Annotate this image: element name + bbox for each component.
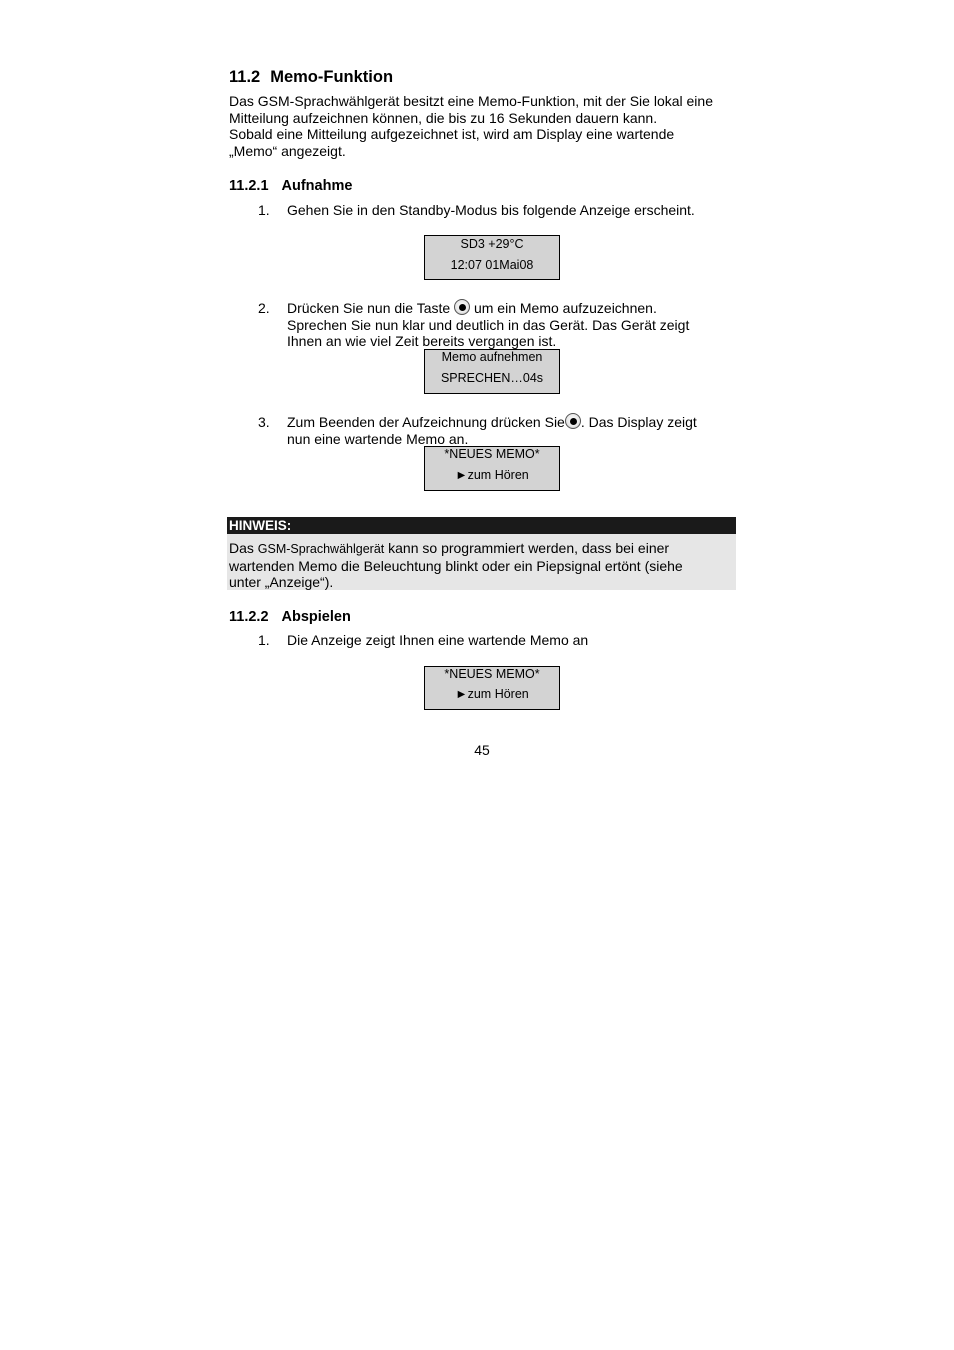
section-heading (229, 68, 393, 87)
intro-line: Sobald eine Mitteilung aufgezeichnet ist, wird am Display eine wartende (229, 126, 675, 142)
step-text: um ein Memo aufzuzeichnen. (470, 300, 657, 316)
step-number: 1. (258, 202, 270, 218)
step-text: Ihnen an wie viel Zeit bereits vergangen ist. (287, 333, 557, 349)
lcd-line-2: ►zum Hören (455, 468, 529, 482)
subsection-title: Aufnahme (281, 178, 353, 194)
record-button-icon (454, 299, 470, 315)
subsection-heading-aufnahme (229, 178, 352, 194)
hinweis-text-part: Das (229, 540, 258, 556)
intro-line: „Memo“ angezeigt. (229, 142, 346, 159)
subsection-title: Abspielen (281, 609, 351, 625)
record-button-icon (565, 413, 581, 429)
lcd-display-recording (424, 349, 560, 394)
lcd-display-standby (424, 235, 560, 280)
step-text: Drücken Sie nun die Taste (287, 300, 455, 316)
step-1-aufnahme (258, 202, 695, 219)
subsection-heading-abspielen (229, 609, 351, 625)
page-number: 45 (474, 742, 490, 758)
lcd-line-1: *NEUES MEMO* (444, 447, 540, 461)
hinweis-text (229, 540, 683, 591)
step-text: Sprechen Sie nun klar und deutlich in das Gerät. Das Gerät zeigt (287, 316, 690, 333)
lcd-line-1: Memo aufnehmen (441, 350, 543, 364)
lcd-line-1: SD3 +29°C (460, 237, 524, 251)
step-2-aufnahme (258, 299, 689, 350)
step-text: Die Anzeige zeigt Ihnen eine wartende Memo an (287, 632, 589, 648)
step-text: . Das Display zeigt (580, 414, 697, 430)
intro-line: Mitteilung aufzeichnen können, die bis zu 16 Sekunden dauern kann. (229, 109, 658, 126)
lcd-display-new-memo (424, 446, 560, 491)
hinweis-line: unter „Anzeige“). (229, 574, 334, 590)
section-number: 11.2 (229, 68, 261, 86)
subsection-number: 11.2.1 (229, 178, 269, 194)
hinweis-box (227, 534, 736, 590)
lcd-line-2: 12:07 01Mai08 (450, 258, 534, 272)
step-number: 2. (258, 300, 270, 316)
subsection-number: 11.2.2 (229, 609, 269, 625)
hinweis-text-part: kann so programmiert werden, dass bei einer (384, 540, 670, 556)
step-number: 1. (258, 632, 270, 648)
section-title: Memo-Funktion (270, 68, 394, 86)
hinweis-line: wartenden Memo die Beleuchtung blinkt oder ein Piepsignal ertönt (siehe (229, 557, 683, 574)
lcd-line-1: *NEUES MEMO* (444, 667, 540, 681)
hinweis-label: HINWEIS: (227, 517, 736, 534)
intro-paragraph (229, 93, 713, 159)
step-text: nun eine wartende Memo an. (287, 430, 469, 447)
step-text: Zum Beenden der Aufzeichnung drücken Sie (287, 414, 565, 430)
lcd-display-new-memo-2 (424, 666, 560, 710)
step-1-abspielen (258, 632, 588, 649)
lcd-line-2: ►zum Hören (455, 687, 529, 701)
step-number: 3. (258, 414, 270, 430)
hinweis-text-part: GSM-Sprachwählgerät (257, 542, 385, 556)
lcd-line-2: SPRECHEN…04s (440, 371, 544, 385)
step-text: Gehen Sie in den Standby-Modus bis folgende Anzeige erscheint. (287, 202, 695, 218)
step-3-aufnahme (258, 413, 697, 447)
intro-line: Das GSM-Sprachwählgerät besitzt eine Memo-Funktion, mit der Sie lokal eine (229, 93, 713, 109)
